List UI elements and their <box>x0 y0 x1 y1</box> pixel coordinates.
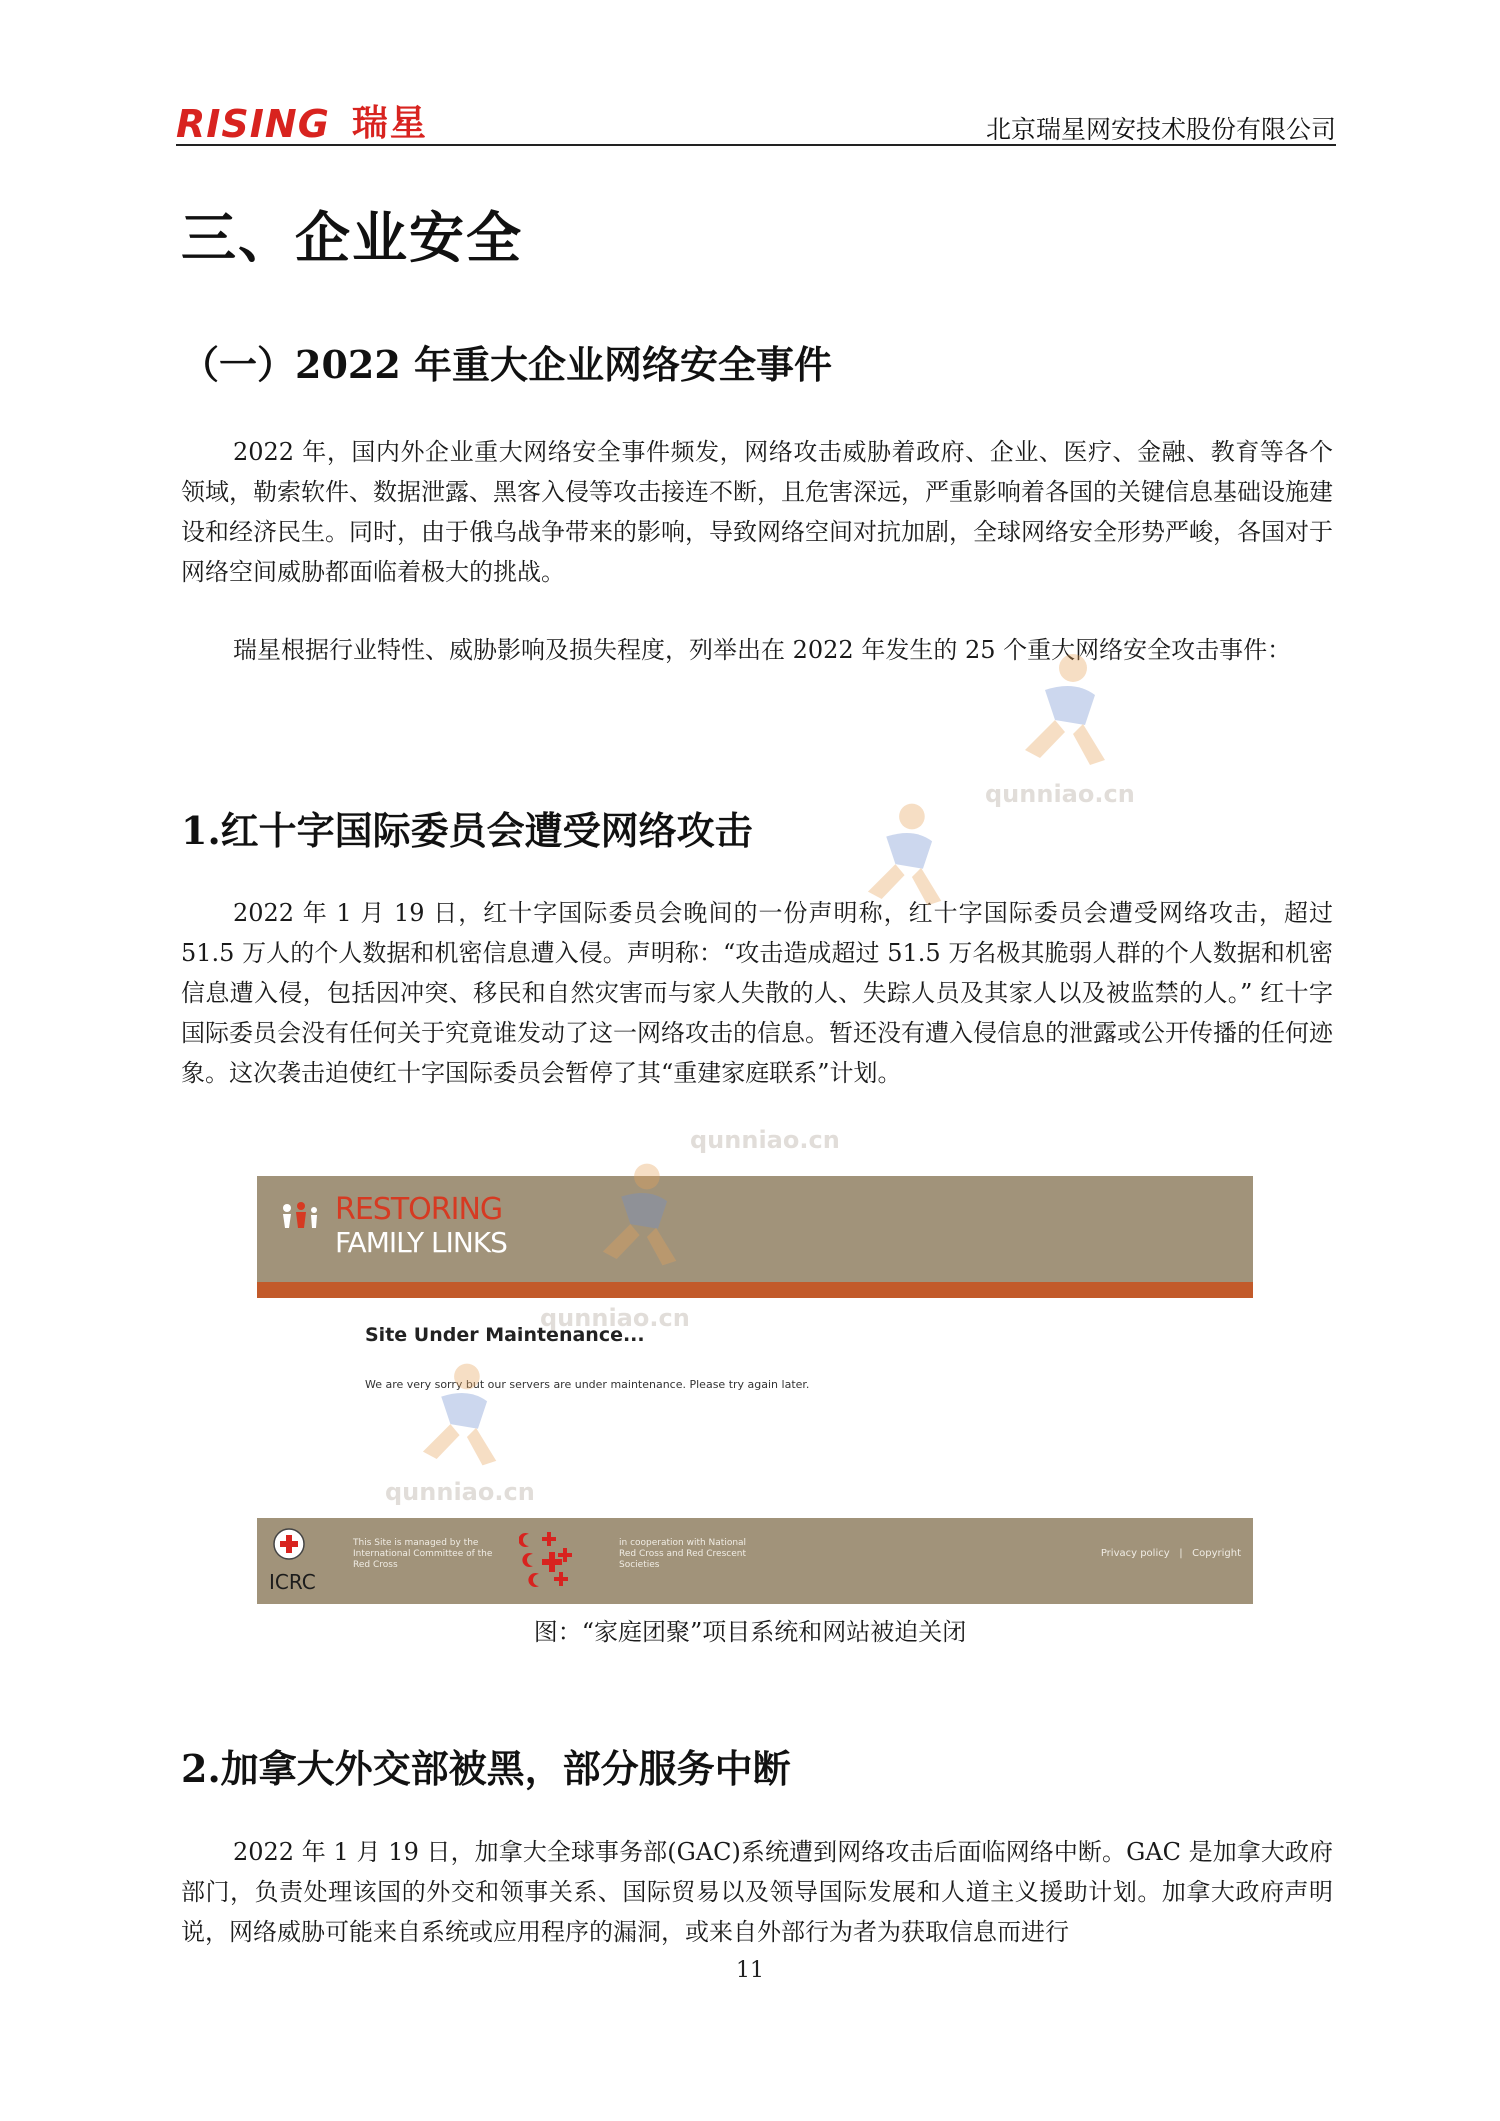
event-body: 2022 年 1 月 19 日，红十字国际委员会晚间的一份声明称，红十字国际委员会遭受网络攻击，超过 51.5 万人的个人数据和机密信息遭入侵。声明称：“攻击造成超过 51.5 万名极其脆弱人群的个人数据和机密信息遭入侵，包括因冲突、移民和自然灾害而与家人失散的人、失踪人员及其家人以及被监禁的人。” 红十字国际委员会没有任何关于究竟谁发动了这一网络攻击的信息。暂还没有遭入侵信息的泄露或公开传播的任何迹象。这次袭击迫使红十字国际委员会暂停了其“重建家庭联系”计划。 <box>181 899 1333 1087</box>
cooperation-text: in cooperation with National Red Cross and Red Crescent Societies <box>619 1538 747 1570</box>
maintenance-text: We are very sorry but our servers are under maintenance. Please try again later. <box>365 1378 810 1391</box>
copyright-link[interactable]: Copyright <box>1192 1548 1241 1559</box>
watermark-runner-icon <box>995 650 1125 770</box>
managed-by-text: This Site is managed by the International Committee of the Red Cross <box>353 1538 493 1570</box>
watermark-text: qunniao.cn <box>540 1304 690 1332</box>
rising-logo <box>176 102 428 146</box>
intro-paragraph: 瑞星根据行业特性、威胁影响及损失程度，列举出在 2022 年发生的 25 个重大网络安全攻击事件： <box>233 636 1292 664</box>
logo-chinese: 瑞星 <box>351 103 428 144</box>
watermark-runner-icon <box>575 1160 695 1270</box>
section-title: 三、企业安全 <box>181 205 524 270</box>
watermark-runner-icon <box>840 800 960 910</box>
maintenance-title: Site Under Maintenance... <box>365 1324 645 1346</box>
watermark-text: qunniao.cn <box>985 780 1135 808</box>
event-title: 2.加拿大外交部被黑，部分服务中断 <box>181 1746 791 1791</box>
subsection-title: （一）2022 年重大企业网络安全事件 <box>181 342 832 387</box>
watermark-text: qunniao.cn <box>385 1478 535 1506</box>
rfl-footer <box>257 1518 1253 1604</box>
icrc-label: ICRC <box>269 1570 316 1594</box>
event-body: 2022 年 1 月 19 日，加拿大全球事务部(GAC)系统遭到网络攻击后面临网络中断。GAC 是加拿大政府部门，负责处理该国的外交和领事关系、国际贸易以及领导国际发展和人道主义援助计划。加拿大政府声明说，网络威胁可能来自系统或应用程序的漏洞，或来自外部行为者为获取信息而进行 <box>181 1838 1333 1946</box>
footer-links <box>1101 1548 1241 1559</box>
intro-paragraph: 2022 年，国内外企业重大网络安全事件频发，网络攻击威胁着政府、企业、医疗、金融、教育等各个领域，勒索软件、数据泄露、黑客入侵等攻击接连不断，且危害深远，严重影响着各国的关键信息基础设施建设和经济民生。同时，由于俄乌战争带来的影响，导致网络空间对抗加剧，全球网络安全形势严峻，各国对于网络空间威胁都面临着极大的挑战。 <box>181 438 1333 586</box>
event-title: 1.红十字国际委员会遭受网络攻击 <box>181 808 753 853</box>
figure-caption: 图：“家庭团聚”项目系统和网站被迫关闭 <box>533 1618 967 1646</box>
icrc-emblem-icon <box>273 1528 305 1560</box>
link-separator: | <box>1179 1548 1183 1559</box>
page-header <box>176 104 1336 146</box>
rfl-banner <box>257 1176 1253 1282</box>
rfl-brand-line1: RESTORING <box>335 1192 503 1227</box>
rfl-brand-line2: FAMILY LINKS <box>335 1226 507 1259</box>
watermark-runner-icon <box>395 1360 515 1470</box>
red-cross-crescent-icon <box>519 1528 577 1590</box>
privacy-policy-link[interactable]: Privacy policy <box>1100 1548 1170 1559</box>
page-number: 11 <box>736 1958 764 1983</box>
header-divider <box>176 144 1336 146</box>
company-name: 北京瑞星网安技术股份有限公司 <box>985 115 1336 144</box>
watermark-text: qunniao.cn <box>690 1126 840 1154</box>
banner-stripe <box>257 1282 1253 1298</box>
family-figures-icon <box>277 1198 321 1242</box>
logo-english: RISING <box>176 102 330 146</box>
